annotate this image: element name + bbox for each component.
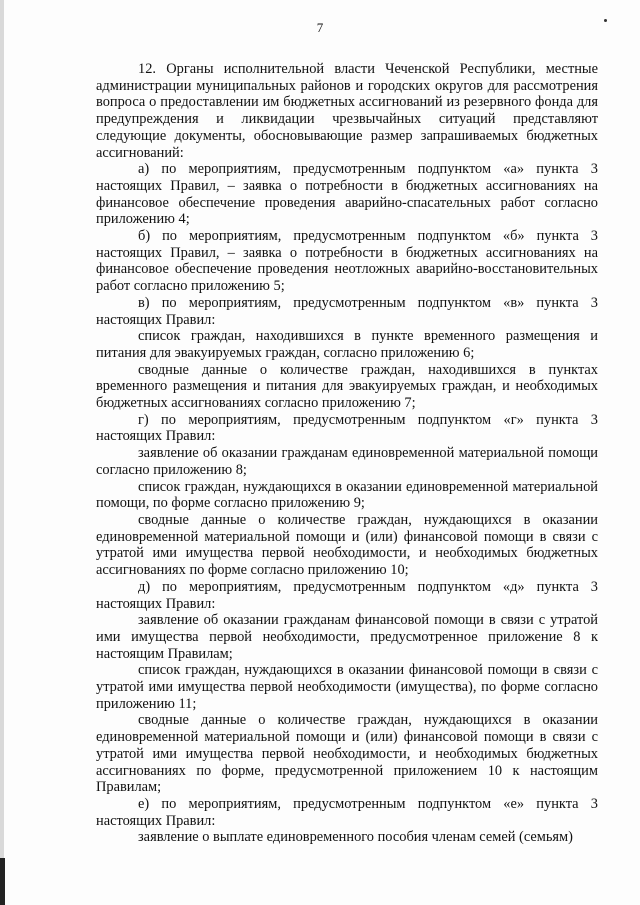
document-body: [96, 61, 598, 846]
scan-left-edge: [0, 0, 4, 905]
scan-edge-mark: [0, 858, 5, 905]
paragraph-statement-allowance: заявление о выплате единовременного пособия членам семей (семьям): [138, 829, 573, 846]
paragraph-statement-financial-aid: заявление об оказании гражданам финансовой помощи в связи с утратой ими имущества первой необходимости, предусмотренное приложение 8 к настоящим Правилам;: [96, 612, 598, 662]
paragraph-summary-financial-aid: сводные данные о количестве граждан, нуждающихся в оказании единовременной материальной помощи и (или) финансовой помощи в связи с утратой ими имущества первой необходимости, и необходимых бюджетных ассигнованиях по форме, предусмотренной приложением 10 к настоящим Правилам;: [96, 712, 598, 796]
paragraph-summary-material-aid: сводные данные о количестве граждан, нуждающихся в оказании единовременной материальной помощи и (или) финансовой помощи в связи с утратой ими имущества первой необходимости, и необходимых бюджетных ассигнованиях по форме согласно приложению 10;: [96, 511, 598, 579]
paragraph-summary-evacuees: сводные данные о количестве граждан, находившихся в пунктах временного размещения и питания для эвакуируемых граждан, и необходимых бюджетных ассигнованиях согласно приложению 7;: [96, 361, 598, 412]
paragraph-intro: 12. Органы исполнительной власти Чеченской Республики, местные администрации муниципальных районов и городских округов для рассмотрения вопроса о предоставлении им бюджетных ассигнований из резервного фонда для предупреждения и ликвидации чрезвычайных ситуаций представляют следующие документы, обосновывающие размер запрашиваемых бюджетных ассигнований:: [96, 61, 598, 161]
paragraph-statement-material-aid: заявление об оказании гражданам единовременной материальной помощи согласно приложению 8;: [96, 445, 598, 478]
paragraph-item-e: е) по мероприятиям, предусмотренным подпунктом «е» пункта 3 настоящих Правил:: [96, 795, 598, 829]
paragraph-list-material-aid: список граждан, нуждающихся в оказании единовременной материальной помощи, по форме согласно приложению 9;: [96, 478, 598, 512]
paragraph-item-a: а) по мероприятиям, предусмотренным подпунктом «а» пункта 3 настоящих Правил, – заявка о потребности в бюджетных ассигнованиях на финансовое обеспечение проведения аварийно-спасательных работ согласно приложению 4;: [96, 161, 598, 228]
paragraph-item-b: б) по мероприятиям, предусмотренным подпунктом «б» пункта 3 настоящих Правил, – заявка о потребности в бюджетных ассигнованиях на финансовое обеспечение проведения неотложных аварийно-восстановительных работ согласно приложению 5;: [96, 228, 598, 295]
paragraph-list-evacuees: список граждан, находившихся в пункте временного размещения и питания для эвакуируемых граждан, согласно приложению 6;: [96, 328, 598, 361]
paragraph-item-d: д) по мероприятиям, предусмотренным подпунктом «д» пункта 3 настоящих Правил:: [96, 578, 598, 612]
page-number: 7: [316, 20, 324, 35]
paragraph-list-financial-aid: список граждан, нуждающихся в оказании финансовой помощи в связи с утратой ими имущества первой необходимости (имущества), по форме согласно приложению 11;: [96, 662, 598, 712]
paragraph-item-g: г) по мероприятиям, предусмотренным подпунктом «г» пункта 3 настоящих Правил:: [96, 411, 598, 445]
paragraph-item-v: в) по мероприятиям, предусмотренным подпунктом «в» пункта 3 настоящих Правил:: [96, 294, 598, 328]
